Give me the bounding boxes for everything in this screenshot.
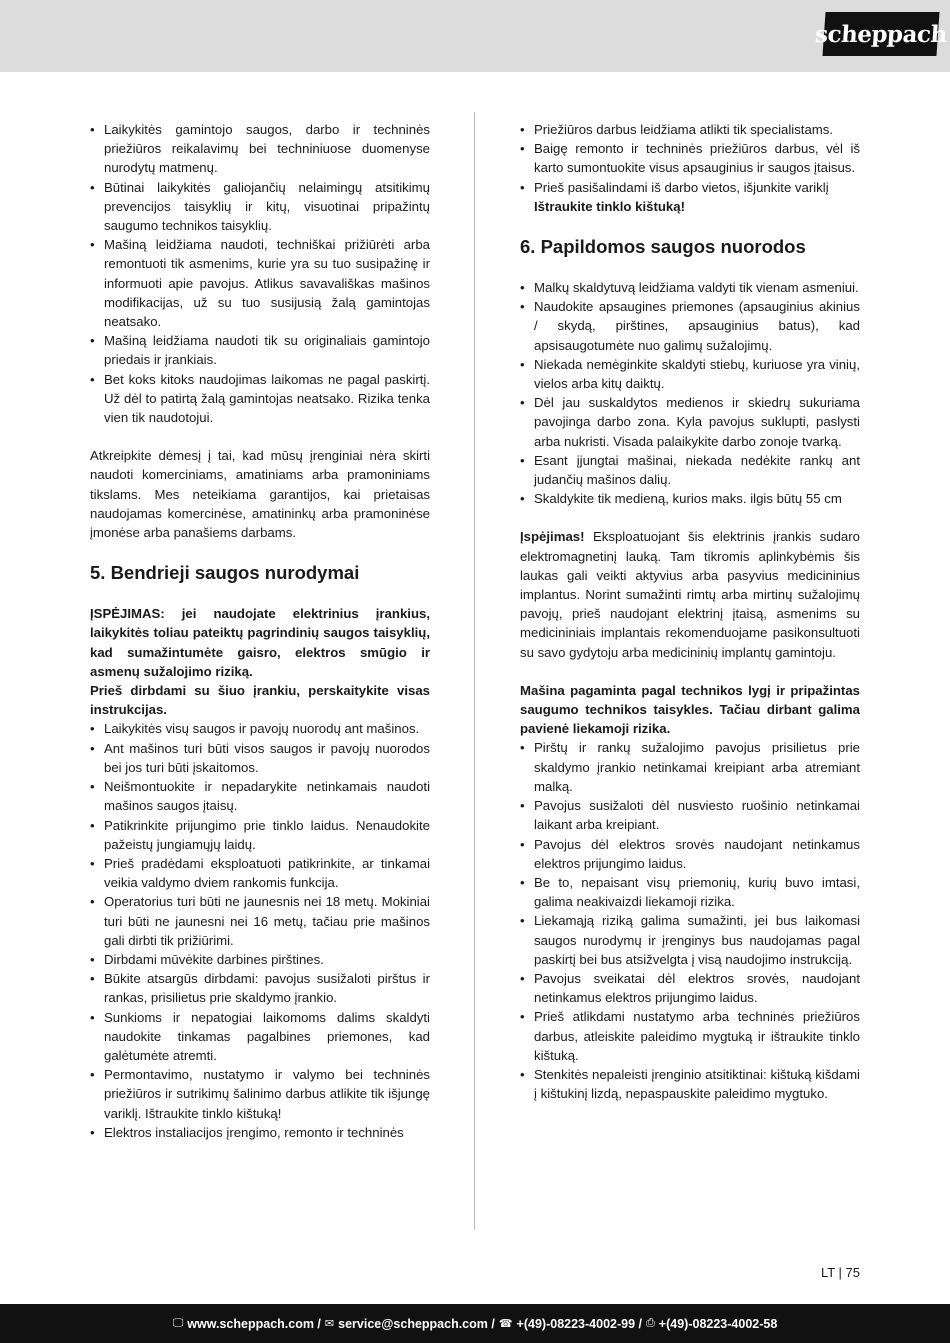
footer-fax: +(49)-08223-4002-58	[658, 1316, 778, 1331]
phone-icon: ☎	[498, 1318, 513, 1330]
list-item: • Būkite atsargūs dirbdami: pavojus susižaloti pirštus ir rankas, prisilietus prie skaldymo įrankio.	[90, 969, 430, 1007]
list-item: • Bet koks kitoks naudojimas laikomas ne pagal paskirtį. Už dėl to patirtą žalą gamintojas neatsako. Rizika tenka vien tik naudotojui.	[90, 370, 430, 428]
list-item: • Neišmontuokite ir nepadarykite netinkamais naudoti mašinos saugos įtaisų.	[90, 777, 430, 815]
list-item-text: Prieš pasišalindami iš darbo vietos, išjunkite variklį	[534, 179, 829, 195]
read-instructions-text: Prieš dirbdami su šiuo įrankiu, perskaitykite visas instrukcijas.	[90, 683, 430, 718]
list-item: • Operatorius turi būti ne jaunesnis nei 18 metų. Mokiniai turi būti ne jaunesni nei 16 metų, tačiau prie mašinos gali dirbti tik prižiūrimi.	[90, 892, 430, 950]
computer-icon: 🖵	[172, 1317, 184, 1329]
header-band	[0, 0, 950, 72]
list-item: • Priežiūros darbus leidžiama atlikti tik specialistams.	[520, 120, 860, 139]
list-item: • Niekada nemėginkite skaldyti stiebų, kuriuose yra vinių, vielos arba kitų daiktų.	[520, 355, 860, 393]
list-item: • Permontavimo, nustatymo ir valymo bei techninės priežiūros ir sutrikimų šalinimo darbus atlikite tik išjungę variklį. Ištraukite tinklo kištuką!	[90, 1065, 430, 1123]
intro-bullet-list	[90, 120, 430, 427]
list-item: • Pavojus susižaloti dėl nusviesto ruošinio netinkamai laikant arba kreipiant.	[520, 796, 860, 834]
list-item: • Sunkioms ir nepatogiai laikomoms dalims skaldyti naudokite tinkamas pagalbines priemones, kad galėtumėte atremti.	[90, 1008, 430, 1066]
emf-warning-label: Įspėjimas!	[520, 529, 585, 545]
general-safety-bullet-list	[90, 719, 430, 1141]
list-item: • Stenkitės nepaleisti įrenginio atsitiktinai: kištuką kišdami į kištukinį lizdą, nepaspauskite paleidimo mygtuko.	[520, 1065, 860, 1103]
page-number: LT | 75	[820, 1265, 860, 1280]
emf-warning	[520, 527, 860, 661]
section-5-heading: 5. Bendrieji saugos nurodymai	[90, 562, 360, 584]
list-item: • Pavojus sveikatai dėl elektros srovės, naudojant netinkamus elektros prijungimo laidus.	[520, 969, 860, 1007]
emf-warning-text: Eksploatuojant šis elektrinis įrankis sudaro elektromagnetinį lauką. Tam tikromis aplinkybėmis šis laukas gali veikti aktyvius arba pasyvius medicininius implantus. Norint sumažinti rimtų arba mirtinų sužalojimų pavojų, prieš naudojant elektrinį įtaisą, asmenims su medicininiais implantais rekomenduojame pasikonsultuoti su savo gydytoju arba medicininių implantų gamintoju.	[520, 529, 860, 660]
footer-phone: +(49)-08223-4002-99 /	[516, 1316, 642, 1331]
email-icon: ✉	[324, 1318, 335, 1330]
list-item: • Elektros instaliacijos įrengimo, remonto ir techninės	[90, 1123, 430, 1142]
list-item: • Pirštų ir rankų sužalojimo pavojus prisilietus prie skaldymo įrankio netinkamai kreipiant arba atremiant malką.	[520, 738, 860, 796]
list-item: • Malkų skaldytuvą leidžiama valdyti tik vienam asmeniui.	[520, 278, 860, 297]
residual-risk-intro: Mašina pagaminta pagal technikos lygį ir pripažintas saugumo technikos taisykles. Tačiau dirbant galima pavienė liekamoji rizika.	[520, 682, 860, 737]
commercial-use-note: Atkreipkite dėmesį į tai, kad mūsų įrenginiai nėra skirti naudoti komerciniams, amatiniams arba pramoniniams tikslams. Mes neteikiama garantijos, kai prietaisas naudojamas komercinėse, amatininkų arba pramoninėse įmonėse arba panašiems darbams.	[90, 448, 430, 541]
list-item: • Būtinai laikykitės galiojančių nelaimingų atsitikimų prevencijos taisyklių ir kitų, visuotinai pripažintų saugumo technikos taisyklių.	[90, 178, 430, 236]
list-item: • Mašiną leidžiama naudoti tik su originaliais gamintojo priedais ir įrankiais.	[90, 331, 430, 369]
fax-icon: ⎙	[645, 1317, 655, 1329]
column-divider	[474, 112, 475, 1230]
right-column	[520, 120, 860, 1103]
list-item: • Dėl jau suskaldytos medienos ir skiedrų sukuriama pavojinga darbo zona. Kyla pavojus suklupti, paslysti arba nukristi. Visada palaikykite darbo zonoje tvarką.	[520, 393, 860, 451]
warning-text: ĮSPĖJIMAS: jei naudojate elektrinius įrankius, laikykitės toliau pateiktų pagrindinių saugos taisyklių, kad sumažintumėte gaisro, elektros smūgio ir asmenų sužalojimo riziką.	[90, 606, 430, 679]
list-item: • Patikrinkite prijungimo prie tinklo laidus. Nenaudokite pažeistų jungiamųjų laidų.	[90, 816, 430, 854]
list-item: • Skaldykite tik medieną, kurios maks. ilgis būtų 55 cm	[520, 489, 860, 508]
list-item: • Liekamąją riziką galima sumažinti, jei bus laikomasi saugos nurodymų ir įrenginys bus naudojamas pagal paskirtį bei bus atsižvelgta į visą naudojimo instrukciją.	[520, 911, 860, 969]
list-item: • Naudokite apsaugines priemones (apsauginius akinius / skydą, pirštines, apsauginius batus), kad apsisaugotumėte nuo galimų sužalojimų.	[520, 297, 860, 355]
list-item: • Dirbdami mūvėkite darbines pirštines.	[90, 950, 430, 969]
list-item: • Baigę remonto ir techninės priežiūros darbus, vėl iš karto sumontuokite visus apsauginius ir saugos įtaisus.	[520, 139, 860, 177]
list-item: • Laikykitės gamintojo saugos, darbo ir techninės priežiūros reikalavimų bei techniniuose duomenyse nurodytų matmenų.	[90, 120, 430, 178]
list-item: • Mašiną leidžiama naudoti, techniškai prižiūrėti arba remontuoti tik asmenims, kurie yra su tuo susipažinę ir informuoti apie pavojus. Atlikus savavališkas mašinos modifikacijas, už su tuo susijusią žalą gamintojas neatsako.	[90, 235, 430, 331]
left-column	[90, 120, 430, 1142]
list-item: • Ant mašinos turi būti visos saugos ir pavojų nuorodos bei jos turi būti įskaitomos.	[90, 739, 430, 777]
section-6-heading: 6. Papildomos saugos nuorodos	[520, 236, 806, 258]
additional-safety-bullet-list	[520, 278, 860, 508]
residual-risk-bullet-list	[520, 738, 860, 1103]
list-item	[520, 178, 860, 216]
list-item-bold-text: Ištraukite tinklo kištuką!	[534, 198, 685, 214]
list-item: • Laikykitės visų saugos ir pavojų nuorodų ant mašinos.	[90, 719, 430, 738]
list-item: • Be to, nepaisant visų priemonių, kurių buvo imtasi, galima neakivaizdi liekamoji rizika.	[520, 873, 860, 911]
list-item: • Prieš atlikdami nustatymo arba techninės priežiūros darbus, atleiskite paleidimo mygtuką ir ištraukite tinklo kištuką.	[520, 1007, 860, 1065]
list-item: • Esant įjungtai mašinai, niekada nedėkite rankų ant judančių mašinos dalių.	[520, 451, 860, 489]
list-item: • Prieš pradėdami eksploatuoti patikrinkite, ar tinkamai veikia valdymo dviem rankomis funkcija.	[90, 854, 430, 892]
footer-website: www.scheppach.com /	[187, 1316, 321, 1331]
maintenance-bullet-list	[520, 120, 860, 216]
footer-bar	[0, 1304, 950, 1343]
scheppach-logo: scheppach	[822, 12, 939, 56]
footer-email: service@scheppach.com /	[338, 1316, 495, 1331]
list-item: • Pavojus dėl elektros srovės naudojant netinkamus elektros prijungimo laidus.	[520, 835, 860, 873]
